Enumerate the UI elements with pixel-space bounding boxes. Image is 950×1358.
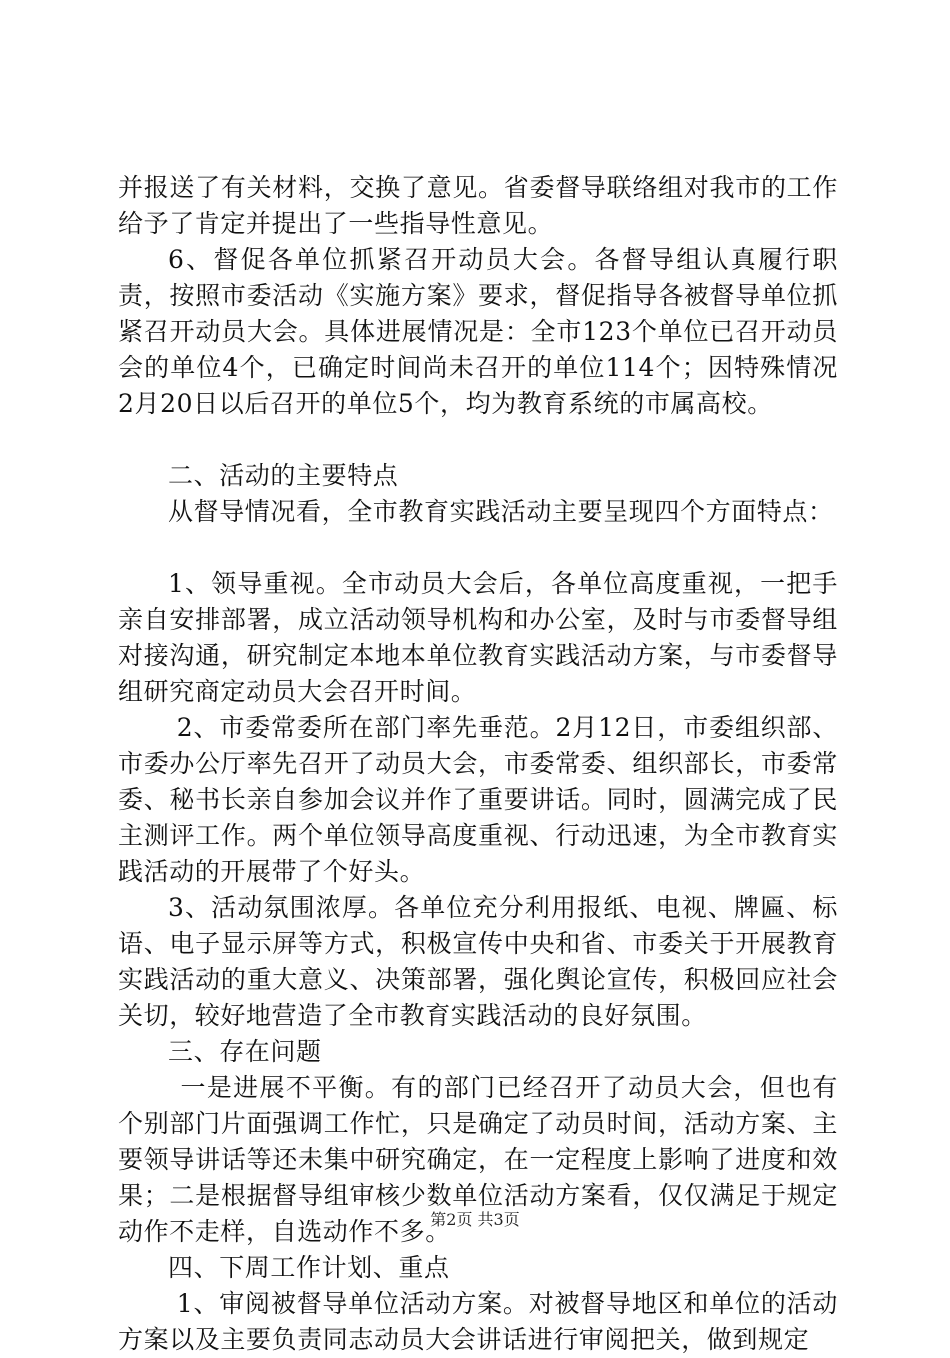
section-heading-3: 三、存在问题 xyxy=(168,1037,322,1066)
blank-line xyxy=(118,530,838,566)
paragraph-feature-3: 3、活动氛围浓厚。各单位充分利用报纸、电视、牌匾、标语、电子显示屏等方式，积极宣传中央和省、市委关于开展教育实践活动的重大意义、决策部署，强化舆论宣传，积极回应社会关切，较好地营造了全市教育实践活动的良好氛围。 xyxy=(118,893,838,1030)
paragraph-feature-1: 1、领导重视。全市动员大会后，各单位高度重视，一把手亲自安排部署，成立活动领导机构和办公室，及时与市委督导组对接沟通，研究制定本地本单位教育实践活动方案，与市委督导组研究商定动员大会召开时间。 xyxy=(118,569,838,706)
page-number-footer: 第2页 共3页 xyxy=(430,1210,520,1229)
paragraph-intro-features: 从督导情况看，全市教育实践活动主要呈现四个方面特点： xyxy=(168,497,834,526)
paragraph-problems: 一是进展不平衡。有的部门已经召开了动员大会，但也有个别部门片面强调工作忙，只是确定了动员时间，活动方案、主要领导讲话等还未集中研究确定，在一定程度上影响了进度和效果；二是根据督导组审核少数单位活动方案看，仅仅满足于规定动作不走样，自选动作不多。 xyxy=(118,1073,838,1246)
paragraph-plan-1: 1、审阅被督导单位活动方案。对被督导地区和单位的活动方案以及主要负责同志动员大会讲话进行审阅把关，做到规定 xyxy=(118,1289,838,1354)
paragraph-feature-2: 2、市委常委所在部门率先垂范。2月12日，市委组织部、市委办公厅率先召开了动员大会，市委常委、组织部长，市委常委、秘书长亲自参加会议并作了重要讲话。同时，圆满完成了民主测评工作。两个单位领导高度重视、行动迅速，为全市教育实践活动的开展带了个好头。 xyxy=(118,713,838,886)
paragraph-continuation: 并报送了有关材料，交换了意见。省委督导联络组对我市的工作给予了肯定并提出了一些指导性意见。 xyxy=(118,173,838,238)
paragraph-item-6: 6、督促各单位抓紧召开动员大会。各督导组认真履行职责，按照市委活动《实施方案》要求，督促指导各被督导单位抓紧召开动员大会。具体进展情况是：全市123个单位已召开动员会的单位4个，已确定时间尚未召开的单位114个；因特殊情况2月20日以后召开的单位5个，均为教育系统的市属高校。 xyxy=(118,245,838,418)
section-heading-4: 四、下周工作计划、重点 xyxy=(168,1253,450,1282)
section-heading-2: 二、活动的主要特点 xyxy=(168,461,399,490)
document-body xyxy=(118,170,838,1358)
blank-line xyxy=(118,422,838,458)
